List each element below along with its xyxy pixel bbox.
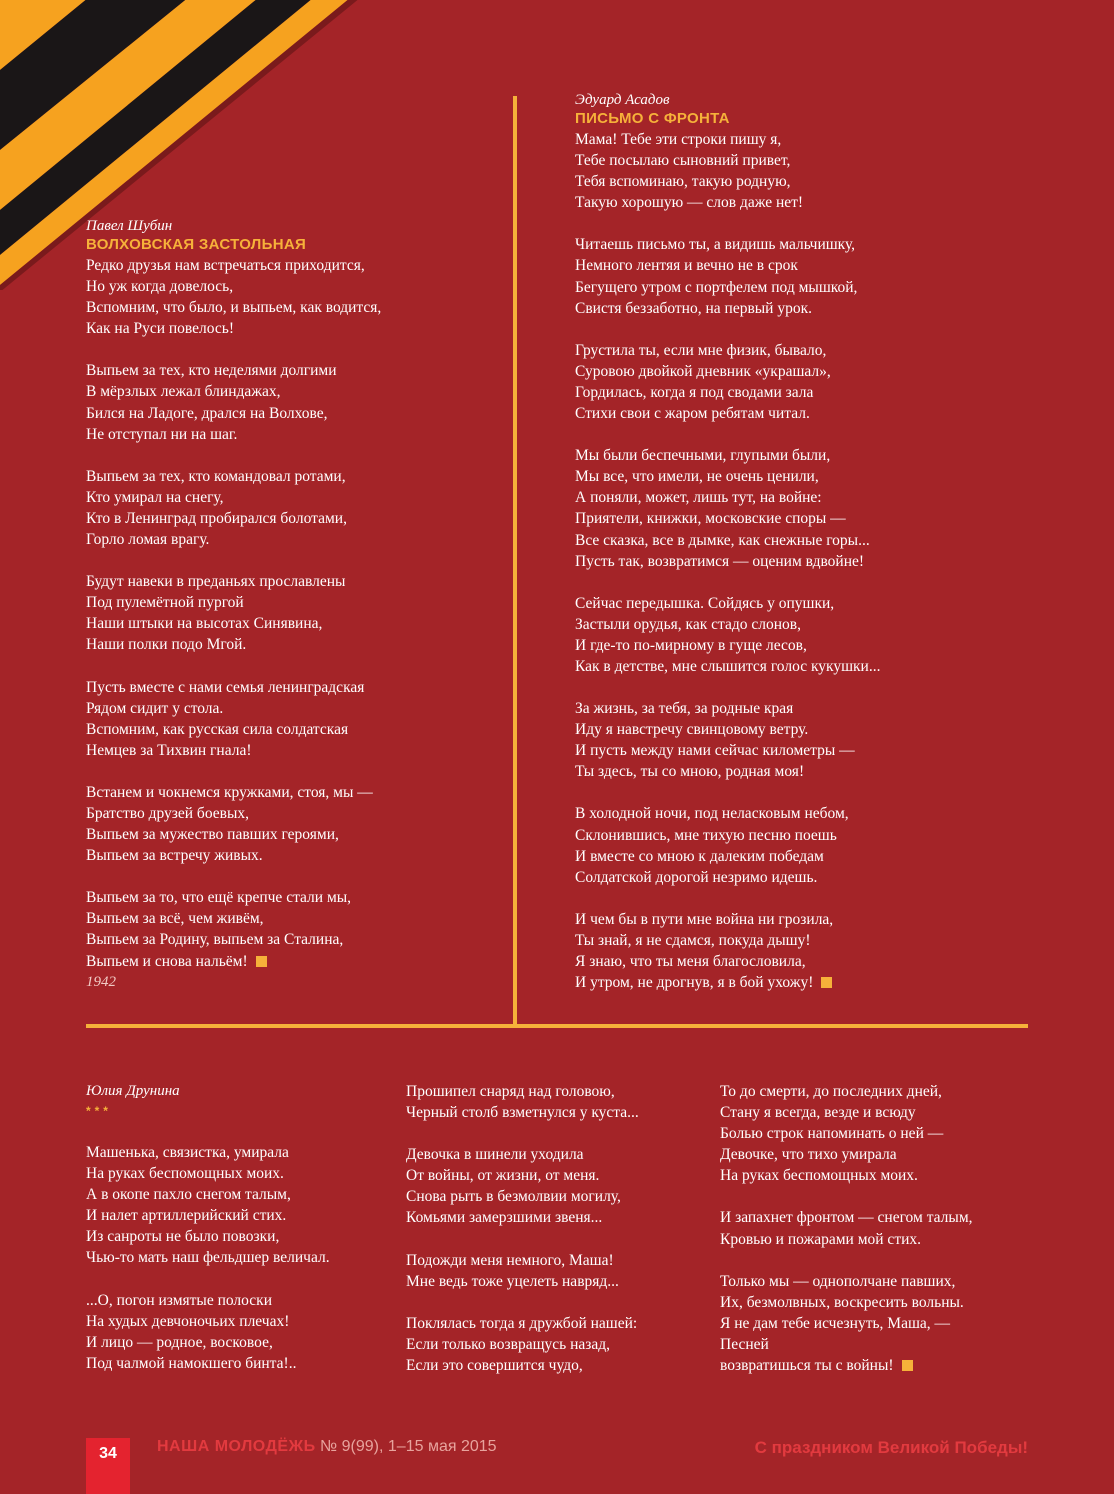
poem-line: Выпьем за тех, кто командовал ротами, — [86, 467, 346, 485]
stanza — [86, 360, 381, 444]
poem-line: И лицо — родное, восковое, — [86, 1333, 273, 1351]
vertical-divider — [513, 96, 517, 1028]
poem-line: Пусть так, возвратимся — оценим вдвойне! — [575, 552, 865, 570]
poem-line: Читаешь письмо ты, а видишь мальчишку, — [575, 236, 856, 254]
poem-line: Не отступал ни на шаг. — [86, 425, 238, 443]
stanza — [86, 466, 381, 550]
poem-line: Прошипел снаряд над головою, — [406, 1083, 615, 1100]
poem-line: Пусть вместе с нами семья ленинградская — [86, 678, 365, 696]
poem-line: возвратишься ты с войны! — [720, 1355, 973, 1376]
stanza — [575, 445, 880, 572]
poem-line: Тебя вспоминаю, такую родную, — [575, 173, 791, 191]
stanza — [86, 255, 381, 339]
poem-line: Если только возвращусь назад, — [406, 1335, 611, 1353]
poem-line: Кто умирал на снегу, — [86, 488, 224, 506]
poem-line: Приятели, книжки, московские споры — — [575, 510, 846, 528]
poem-line: Выпьем и снова нальём! — [86, 951, 381, 972]
poem-body — [575, 129, 880, 993]
poem-line: За жизнь, за тебя, за родные края — [575, 700, 794, 718]
poem-line: Застыли орудья, как стадо слонов, — [575, 615, 801, 633]
poem-line: Тебе посылаю сыновний привет, — [575, 152, 791, 170]
stanza — [406, 1250, 639, 1292]
poem-line: Поклялась тогда я дружбой нашей: — [406, 1314, 638, 1332]
stanza — [86, 782, 381, 866]
poem-line: Снова рыть в безмолвии могилу, — [406, 1188, 621, 1206]
end-mark-icon — [902, 1360, 913, 1371]
stanza — [575, 909, 880, 993]
poem-line: Горло ломая врагу. — [86, 531, 210, 549]
poem-line: В холодной ночи, под неласковым небом, — [575, 805, 849, 823]
poem-line: Чью-то мать наш фельдшер величал. — [86, 1249, 330, 1267]
poem-line: Наши штыки на высотах Синявина, — [86, 615, 323, 633]
poem-line: Солдатской дорогой незримо идешь. — [575, 868, 818, 886]
poem-line: Выпьем за всё, чем живём, — [86, 910, 264, 928]
stanza — [86, 677, 381, 761]
poem-line: Машенька, связистка, умирала — [86, 1144, 289, 1161]
poem-volkhov — [86, 217, 381, 993]
stanza — [720, 1271, 973, 1376]
stanza — [575, 129, 880, 213]
poem-line: Свистя беззаботно, на первый урок. — [575, 299, 813, 317]
poem-line: ...О, погон измятые полоски — [86, 1291, 272, 1309]
poem-line: То до смерти, до последних дней, — [720, 1083, 942, 1100]
poem-line: Подожди меня немного, Маша! — [406, 1251, 614, 1269]
poem-line: Если это совершится чудо, — [406, 1356, 583, 1374]
poem-line: Все сказка, все в дымке, как снежные горы... — [575, 531, 870, 549]
page-number: 34 — [86, 1438, 130, 1494]
stanza — [86, 887, 381, 971]
poem-title: ВОЛХОВСКАЯ ЗАСТОЛЬНАЯ — [86, 236, 307, 253]
stanza — [575, 234, 880, 318]
poem-line: Мы все, что имели, не очень ценили, — [575, 468, 819, 486]
poem-line: Как в детстве, мне слышится голос кукушки... — [575, 657, 881, 675]
poem-column-3 — [720, 1081, 973, 1397]
poem-line: Мне ведь тоже уцелеть навряд... — [406, 1272, 619, 1290]
poem-line: Я знаю, что ты меня благословила, — [575, 953, 806, 970]
poem-line: Выпьем за то, что ещё крепче стали мы, — [86, 889, 352, 907]
poem-line: На руках беспомощных моих. — [720, 1167, 918, 1185]
stanza — [406, 1313, 639, 1376]
poem-line: Выпьем за встречу живых. — [86, 847, 263, 865]
poem-line: И вместе со мною к далеким победам — [575, 847, 824, 865]
poem-line: Вспомним, как русская сила солдатская — [86, 720, 349, 738]
magazine-name: НАША МОЛОДЁЖЬ — [157, 1438, 316, 1455]
poem-line: Под пулемётной пургой — [86, 594, 244, 612]
poem-line: Грустила ты, если мне физик, бывало, — [575, 341, 827, 359]
magazine-info — [157, 1436, 497, 1458]
poem-column-1 — [86, 1142, 330, 1374]
poem-line: А в окопе пахло снегом талым, — [86, 1186, 291, 1204]
poem-line: Стихи свои с жаром ребятам читал. — [575, 405, 810, 423]
poem-line: Мы были беспечными, глупыми были, — [575, 447, 831, 465]
stanza — [86, 1290, 330, 1374]
poem-line: Под чалмой намокшего бинта!.. — [86, 1354, 297, 1372]
poem-line: И где-то по-мирному в гуще лесов, — [575, 636, 807, 654]
poem-line: И налет артиллерийский стих. — [86, 1207, 287, 1225]
poem-line: Немцев за Тихвин гнала! — [86, 741, 252, 759]
poem-line: Бегущего утром с портфелем под мышкой, — [575, 278, 858, 296]
poem-line: Выпьем за мужество павших героями, — [86, 826, 339, 844]
poem-title: ПИСЬМО С ФРОНТА — [575, 110, 730, 127]
stanza — [720, 1081, 973, 1186]
poem-line: Ты здесь, ты со мною, родная моя! — [575, 763, 805, 781]
poem-body — [86, 255, 381, 972]
stanza — [86, 571, 381, 655]
poem-line: Девочке, что тихо умирала — [720, 1146, 897, 1164]
stanza — [575, 803, 880, 887]
poem-line: Только мы — однополчане павших, — [720, 1272, 956, 1290]
stanza — [406, 1144, 639, 1228]
poem-line: Иду я навстречу свинцовому ветру. — [575, 721, 809, 739]
poem-line: Сейчас передышка. Сойдясь у опушки, — [575, 594, 835, 612]
poem-line: Их, безмолвных, воскресить вольны. — [720, 1293, 964, 1311]
poem-line: И запахнет фронтом — снегом талым, — [720, 1209, 973, 1227]
poem-line: Ты знай, я не сдамся, покуда дышу! — [575, 931, 811, 949]
end-mark-icon — [821, 977, 832, 988]
poem-line: Как на Руси повелось! — [86, 320, 235, 338]
stanza — [720, 1207, 973, 1249]
poem-line: Бился на Ладоге, дрался на Волхове, — [86, 404, 328, 422]
poem-line: Немного лентяя и вечно не в срок — [575, 257, 798, 275]
poem-line: На худых девчоночьих плечах! — [86, 1312, 290, 1330]
poem-line: Встанем и чокнемся кружками, стоя, мы — — [86, 783, 373, 801]
poem-line: В мёрзлых лежал блиндажах, — [86, 383, 281, 401]
poem-line: И пусть между нами сейчас километры — — [575, 742, 855, 760]
poem-title: * * * — [86, 1104, 109, 1118]
poem-line: Выпьем за Родину, выпьем за Сталина, — [86, 931, 344, 949]
horizontal-divider — [86, 1024, 1028, 1028]
poem-drunina — [86, 1082, 330, 1395]
poem-line: Комьями замерзшими звеня... — [406, 1209, 603, 1227]
poem-line: Кто в Ленинград пробирался болотами, — [86, 509, 347, 527]
poem-line: Я не дам тебе исчезнуть, Маша, — — [720, 1314, 951, 1332]
poem-line: Суровою двойкой дневник «украшал», — [575, 362, 831, 380]
poem-author: Павел Шубин — [86, 218, 173, 234]
poem-line: Редко друзья нам встречаться приходится, — [86, 257, 365, 274]
poem-column-2 — [406, 1081, 639, 1397]
poem-line: Братство друзей боевых, — [86, 804, 249, 822]
poem-line: И утром, не дрогнув, я в бой ухожу! — [575, 972, 880, 993]
poem-line: Из санроты не было повозки, — [86, 1228, 280, 1246]
poem-line: Будут навеки в преданьях прославлены — [86, 573, 346, 591]
magazine-issue: № 9(99), 1–15 мая 2015 — [320, 1438, 497, 1455]
stanza — [575, 593, 880, 677]
poem-year: 1942 — [86, 973, 116, 990]
poem-line: Вспомним, что было, и выпьем, как водится, — [86, 299, 382, 317]
poem-author: Юлия Друнина — [86, 1083, 180, 1099]
poem-author: Эдуард Асадов — [575, 92, 670, 108]
poem-line: Гордилась, когда я под сводами зала — [575, 383, 814, 401]
stanza — [575, 340, 880, 424]
poem-line: Кровью и пожарами мой стих. — [720, 1230, 922, 1248]
poem-line: Болью строк напоминать о ней — — [720, 1125, 944, 1143]
poem-line: Песней — [720, 1335, 769, 1353]
poem-letter-from-front — [575, 91, 880, 1014]
poem-line: И чем бы в пути мне война ни грозила, — [575, 910, 834, 928]
poem-line: Склонившись, мне тихую песню поешь — [575, 826, 837, 844]
poem-line: Такую хорошую — слов даже нет! — [575, 194, 804, 212]
poem-line: От войны, от жизни, от меня. — [406, 1167, 600, 1185]
stanza — [406, 1081, 639, 1123]
footer-slogan: С праздником Великой Победы! — [754, 1438, 1028, 1457]
poem-line: Выпьем за тех, кто неделями долгими — [86, 362, 337, 380]
poem-line: Рядом сидит у стола. — [86, 699, 224, 717]
stanza — [575, 698, 880, 782]
poem-line: Черный столб взметнулся у куста... — [406, 1104, 639, 1122]
end-mark-icon — [256, 956, 267, 967]
poem-line: Мама! Тебе эти строки пишу я, — [575, 131, 782, 148]
stanza — [86, 1142, 330, 1269]
poem-line: На руках беспомощных моих. — [86, 1165, 284, 1183]
poem-line: Девочка в шинели уходила — [406, 1146, 584, 1164]
poem-line: Наши полки подо Мгой. — [86, 636, 247, 654]
poem-line: А поняли, может, лишь тут, на войне: — [575, 489, 822, 507]
poem-line: Но уж когда довелось, — [86, 278, 234, 296]
poem-line: Стану я всегда, везде и всюду — [720, 1104, 916, 1122]
